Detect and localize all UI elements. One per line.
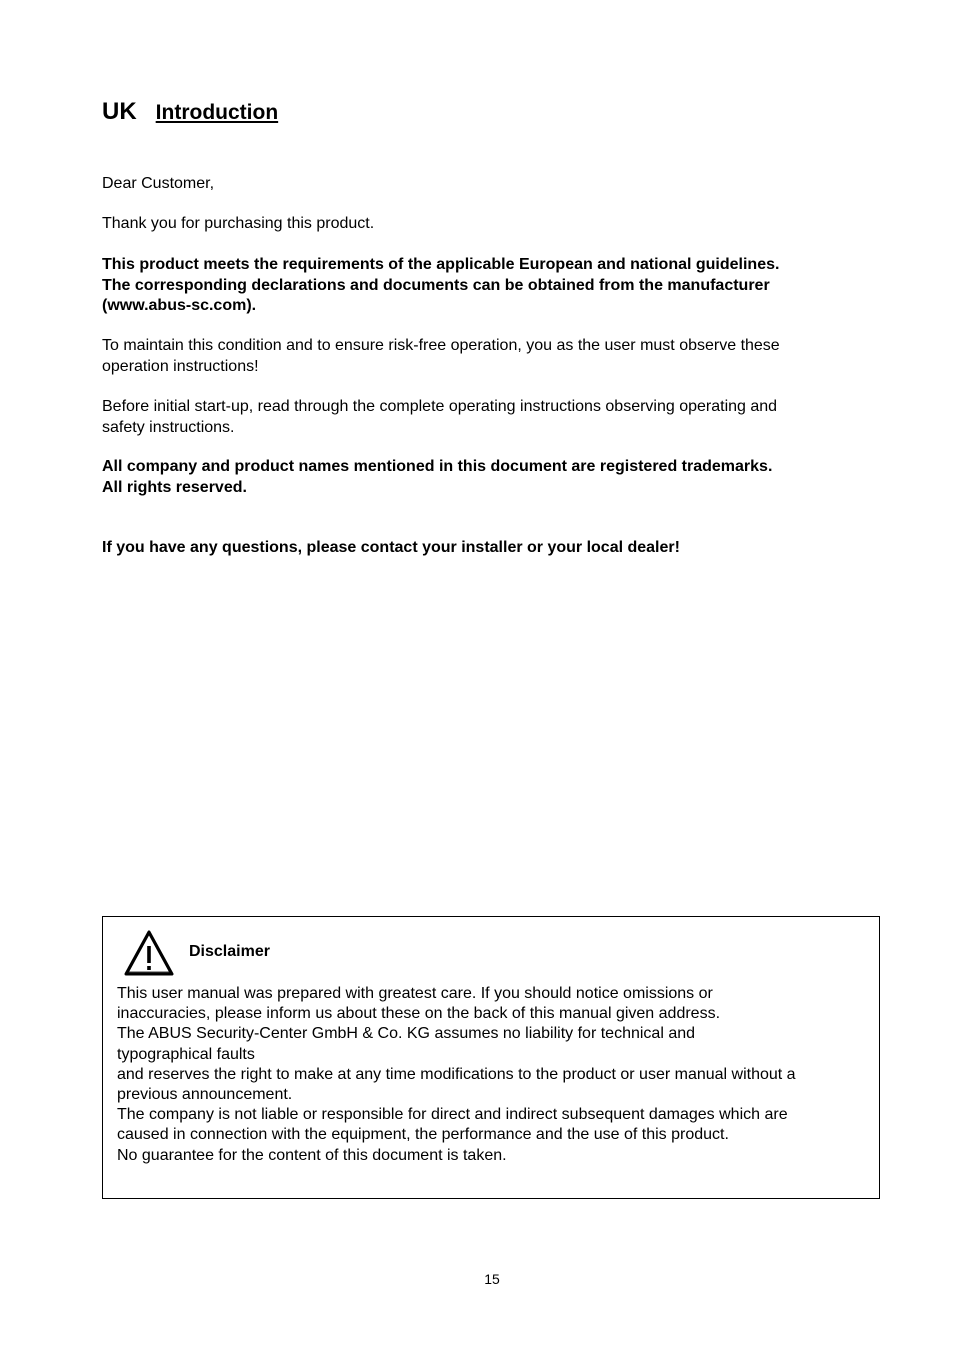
questions-text: If you have any questions, please contact your installer or your local dealer! [102,539,680,556]
disclaimer-title: Disclaimer [189,943,270,960]
section-heading [102,98,278,126]
questions-paragraph [102,538,872,559]
greeting-paragraph [102,174,872,195]
greeting-text: Dear Customer, [102,175,215,192]
requirements-paragraph [102,255,872,317]
disclaimer-line: previous announcement. [117,1086,293,1104]
disclaimer-body [117,984,875,1166]
requirements-line: (www.abus-sc.com). [102,297,257,314]
requirements-line: This product meets the requirements of the applicable European and national guidelines. [102,256,780,273]
disclaimer-line: The ABUS Security-Center GmbH & Co. KG assumes no liability for technical and [117,1025,696,1043]
disclaimer-line: and reserves the right to make at any time modifications to the product or user manual without a [117,1065,796,1083]
maintain-line: operation instructions! [102,357,259,375]
trademarks-line: All rights reserved. [102,478,247,496]
page-number: 15 [484,1271,500,1287]
startup-paragraph [102,397,872,438]
requirements-line: The corresponding declarations and documents can be obtained from the manufacturer [102,276,770,294]
page-title: Introduction [155,101,279,124]
language-code: UK [102,98,137,125]
startup-line: safety instructions. [102,418,235,436]
warning-triangle-icon [123,929,175,977]
disclaimer-line: caused in connection with the equipment, the performance and the use of this product. [117,1126,729,1144]
disclaimer-line: typographical faults [117,1045,255,1063]
startup-line: Before initial start-up, read through the complete operating instructions observing operating and [102,398,778,415]
thanks-text: Thank you for purchasing this product. [102,215,375,232]
disclaimer-line: This user manual was prepared with greatest care. If you should notice omissions or [117,985,713,1002]
maintain-paragraph [102,336,872,377]
maintain-line: To maintain this condition and to ensure risk-free operation, you as the user must observe these [102,337,780,354]
disclaimer-line: No guarantee for the content of this document is taken. [117,1146,507,1164]
disclaimer-box [102,916,880,1199]
disclaimer-line: The company is not liable or responsible for direct and indirect subsequent damages which are [117,1106,788,1124]
thanks-paragraph [102,214,872,235]
disclaimer-line: inaccuracies, please inform us about these on the back of this manual given address. [117,1005,721,1023]
trademarks-line: All company and product names mentioned in this document are registered trademarks. [102,458,773,475]
trademarks-paragraph [102,457,872,498]
